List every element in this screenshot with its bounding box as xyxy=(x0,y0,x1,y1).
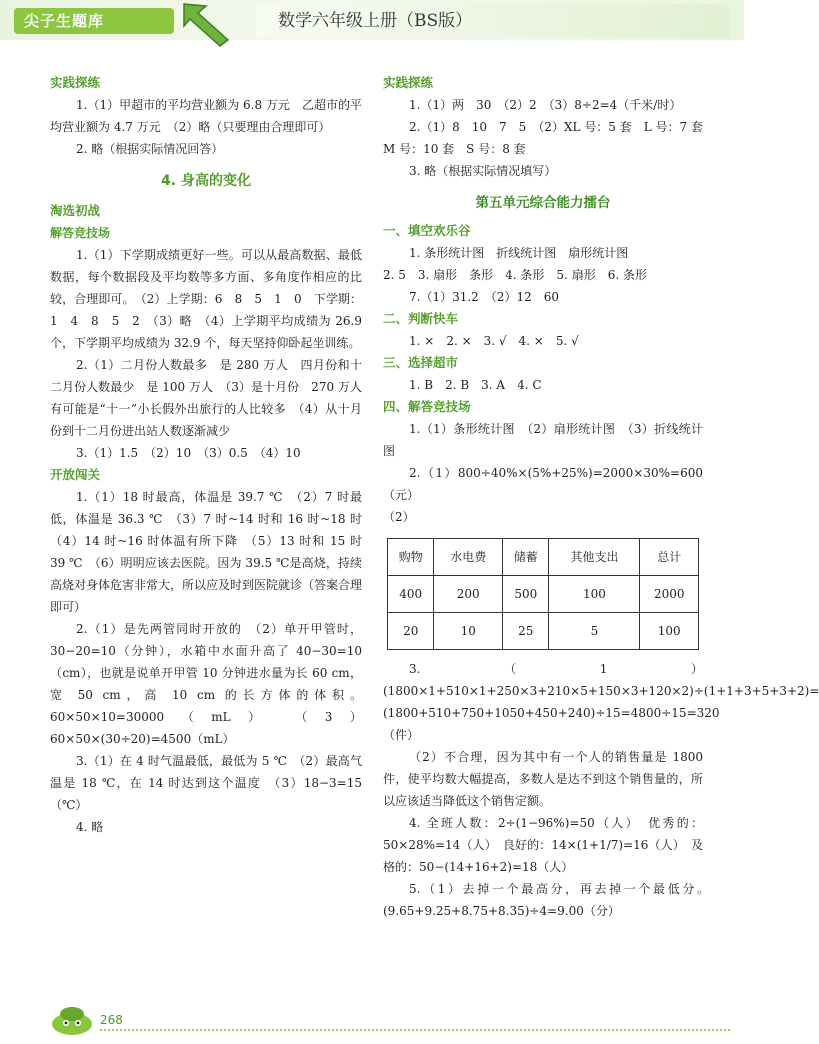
answer-paragraph: 3.（1）在 4 时气温最低，最低为 5 ℃ （2）最高气温是 18 ℃，在 14 时达到这个温度 （3）18−3=15（℃） xyxy=(50,754,362,812)
answer-paragraph: 2.（1）二月份人数最多 是 280 万人 四月份和十二月份人数最少 是 100 万人 （3）是十月份 270 万人 有可能是“十一”小长假外出旅行的人比较多 （4）从十月份到十二月份进出站人数逐渐减少 xyxy=(50,358,375,438)
answer-line: 1. × 2. × 3. √ 4. × 5. √ xyxy=(409,334,579,348)
answer-paragraph: 1.（1）条形统计图 （2）扇形统计图 （3）折线统计图 xyxy=(383,422,703,458)
answer-arena-heading: 解答竞技场 xyxy=(50,226,111,240)
table-header-cell: 总计 xyxy=(640,539,699,576)
section-title: 4. 身高的变化 xyxy=(161,173,251,189)
table-cell: 200 xyxy=(434,576,503,613)
left-column xyxy=(50,72,375,838)
answer-paragraph: 5.（1）去掉一个最高分，再去掉一个最低分。 (9.65+9.25+8.75+8.35)÷4=9.00（分） xyxy=(383,882,716,918)
solve-heading: 四、解答竞技场 xyxy=(383,399,471,414)
table-cell: 25 xyxy=(503,613,549,650)
practice-heading: 实践探练 xyxy=(50,75,101,90)
answer-paragraph: 2.（1）800÷40%×(5%+25%)=2000×30%=600（元） xyxy=(383,466,703,502)
table-cell: 100 xyxy=(549,576,640,613)
footer-divider xyxy=(100,1029,730,1031)
table-cell: 400 xyxy=(388,576,434,613)
open-challenge-heading: 开放闯关 xyxy=(50,467,101,482)
answer-paragraph: 4. 全班人数：2÷(1−96%)=50（人） 优秀的：50×28%=14（人） 良好的：14×(1+1/7)=16（人） 及格的：50−(14+16+2)=18（人） xyxy=(383,816,703,874)
answer-paragraph: 3.（1）(1800×1+510×1+250×3+210×5+150×3+120×2)÷(1+1+3+5+3+2)=(1800+510+750+1050+450+240)÷15=4800÷15=320（件） xyxy=(383,662,819,742)
answer-paragraph: 3.（1）1.5 （2）10 （3）0.5 （4）10 xyxy=(76,446,301,460)
answer-paragraph: 1.（1）下学期成绩更好一些。可以从最高数据、最低数据，每个数据段及平均数等多方面、多角度作相应的比较，合理即可。 （2）上学期：6 8 5 1 0 下学期：1 4 8 5 2 （3）略 （4）上学期平均成绩为 26.9 个，下学期平均成绩为 32.9 个，每天坚持仰卧起坐训练。 xyxy=(50,248,362,350)
answer-paragraph: 2. 略（根据实际情况回答） xyxy=(76,142,224,156)
answer-paragraph: 2.（1）8 10 7 5 （2）XL 号：5 套 L 号：7 套 M 号：10 套 S 号：8 套 xyxy=(383,120,716,156)
answer-line: （2） xyxy=(383,510,415,524)
answer-line: 7.（1）31.2 （2）12 60 xyxy=(409,290,559,304)
table-cell: 2000 xyxy=(640,576,699,613)
true-false-heading: 二、判断快车 xyxy=(383,311,459,326)
answer-paragraph: （2）不合理，因为其中有一个人的销售量是 1800 件，使平均数大幅提高，多数人是达不到这个销售量的，所以应该适当降低这个销售定额。 xyxy=(383,750,703,808)
unit-title: 第五单元综合能力擂台 xyxy=(475,195,611,211)
table-header-row xyxy=(388,539,699,576)
table-header-cell: 水电费 xyxy=(434,539,503,576)
table-cell: 100 xyxy=(640,613,699,650)
right-column xyxy=(383,72,819,922)
answer-line: 2. 5 3. 扇形 条形 4. 条形 5. 扇形 6. 条形 xyxy=(383,268,647,282)
mascot-icon xyxy=(46,1004,98,1036)
answer-paragraph: 3. 略（根据实际情况填写） xyxy=(409,164,557,178)
book-title: 数学六年级上册（BS版） xyxy=(256,4,730,38)
table-cell: 5 xyxy=(549,613,640,650)
table-row xyxy=(388,613,699,650)
table-row xyxy=(388,576,699,613)
table-header-cell: 其他支出 xyxy=(549,539,640,576)
fill-blank-heading: 一、填空欢乐谷 xyxy=(383,223,471,238)
table-header-cell: 购物 xyxy=(388,539,434,576)
answer-paragraph: 1.（1）甲超市的平均营业额为 6.8 万元 乙超市的平均营业额为 4.7 万元 （2）略（只要理由合理即可） xyxy=(50,98,362,134)
table-cell: 500 xyxy=(503,576,549,613)
page-number: 268 xyxy=(100,1013,123,1027)
answer-paragraph: 4. 略 xyxy=(76,820,104,834)
table-cell: 20 xyxy=(388,613,434,650)
answer-paragraph: 1.（1）两 30 （2）2 （3）8÷2=4（千米/时） xyxy=(409,98,682,112)
answer-line: 1. 条形统计图 折线统计图 扇形统计图 xyxy=(409,246,629,260)
table-cell: 10 xyxy=(434,613,503,650)
answer-paragraph: 1.（1）18 时最高，体温是 39.7 ℃ （2）7 时最低，体温是 36.3 ℃ （3）7 时~14 时和 16 时~18 时 （4）14 时~16 时体温有所下降 （5）13 时和 15 时 39 ℃ （6）明明应该去医院。因为 39.5 ℃是高烧，持续高烧对身体危害非常大，所以应及时到医院就诊（答案合理即可） xyxy=(50,490,375,614)
answer-paragraph: 2.（1）是先两管同时开放的 （2）单开甲管时，30−20=10（分钟），水箱中水面升高了 40−30=10（cm），也就是说单开甲管 10 分钟进水量为长 60 cm，宽 50 cm，高 10 cm 的长方体的体积。60×50×10=30000（mL） （3）60×50×(30÷20)=4500（mL） xyxy=(50,622,362,746)
warmup-heading: 淘选初战 xyxy=(50,203,101,218)
answer-line: 1. B 2. B 3. A 4. C xyxy=(409,378,542,392)
book-brand: 尖子生题库 xyxy=(14,8,174,34)
budget-table xyxy=(387,538,699,650)
table-header-cell: 储蓄 xyxy=(503,539,549,576)
green-arrow-icon xyxy=(176,0,236,46)
practice-heading: 实践探练 xyxy=(383,75,434,90)
choice-heading: 三、选择超市 xyxy=(383,355,459,370)
